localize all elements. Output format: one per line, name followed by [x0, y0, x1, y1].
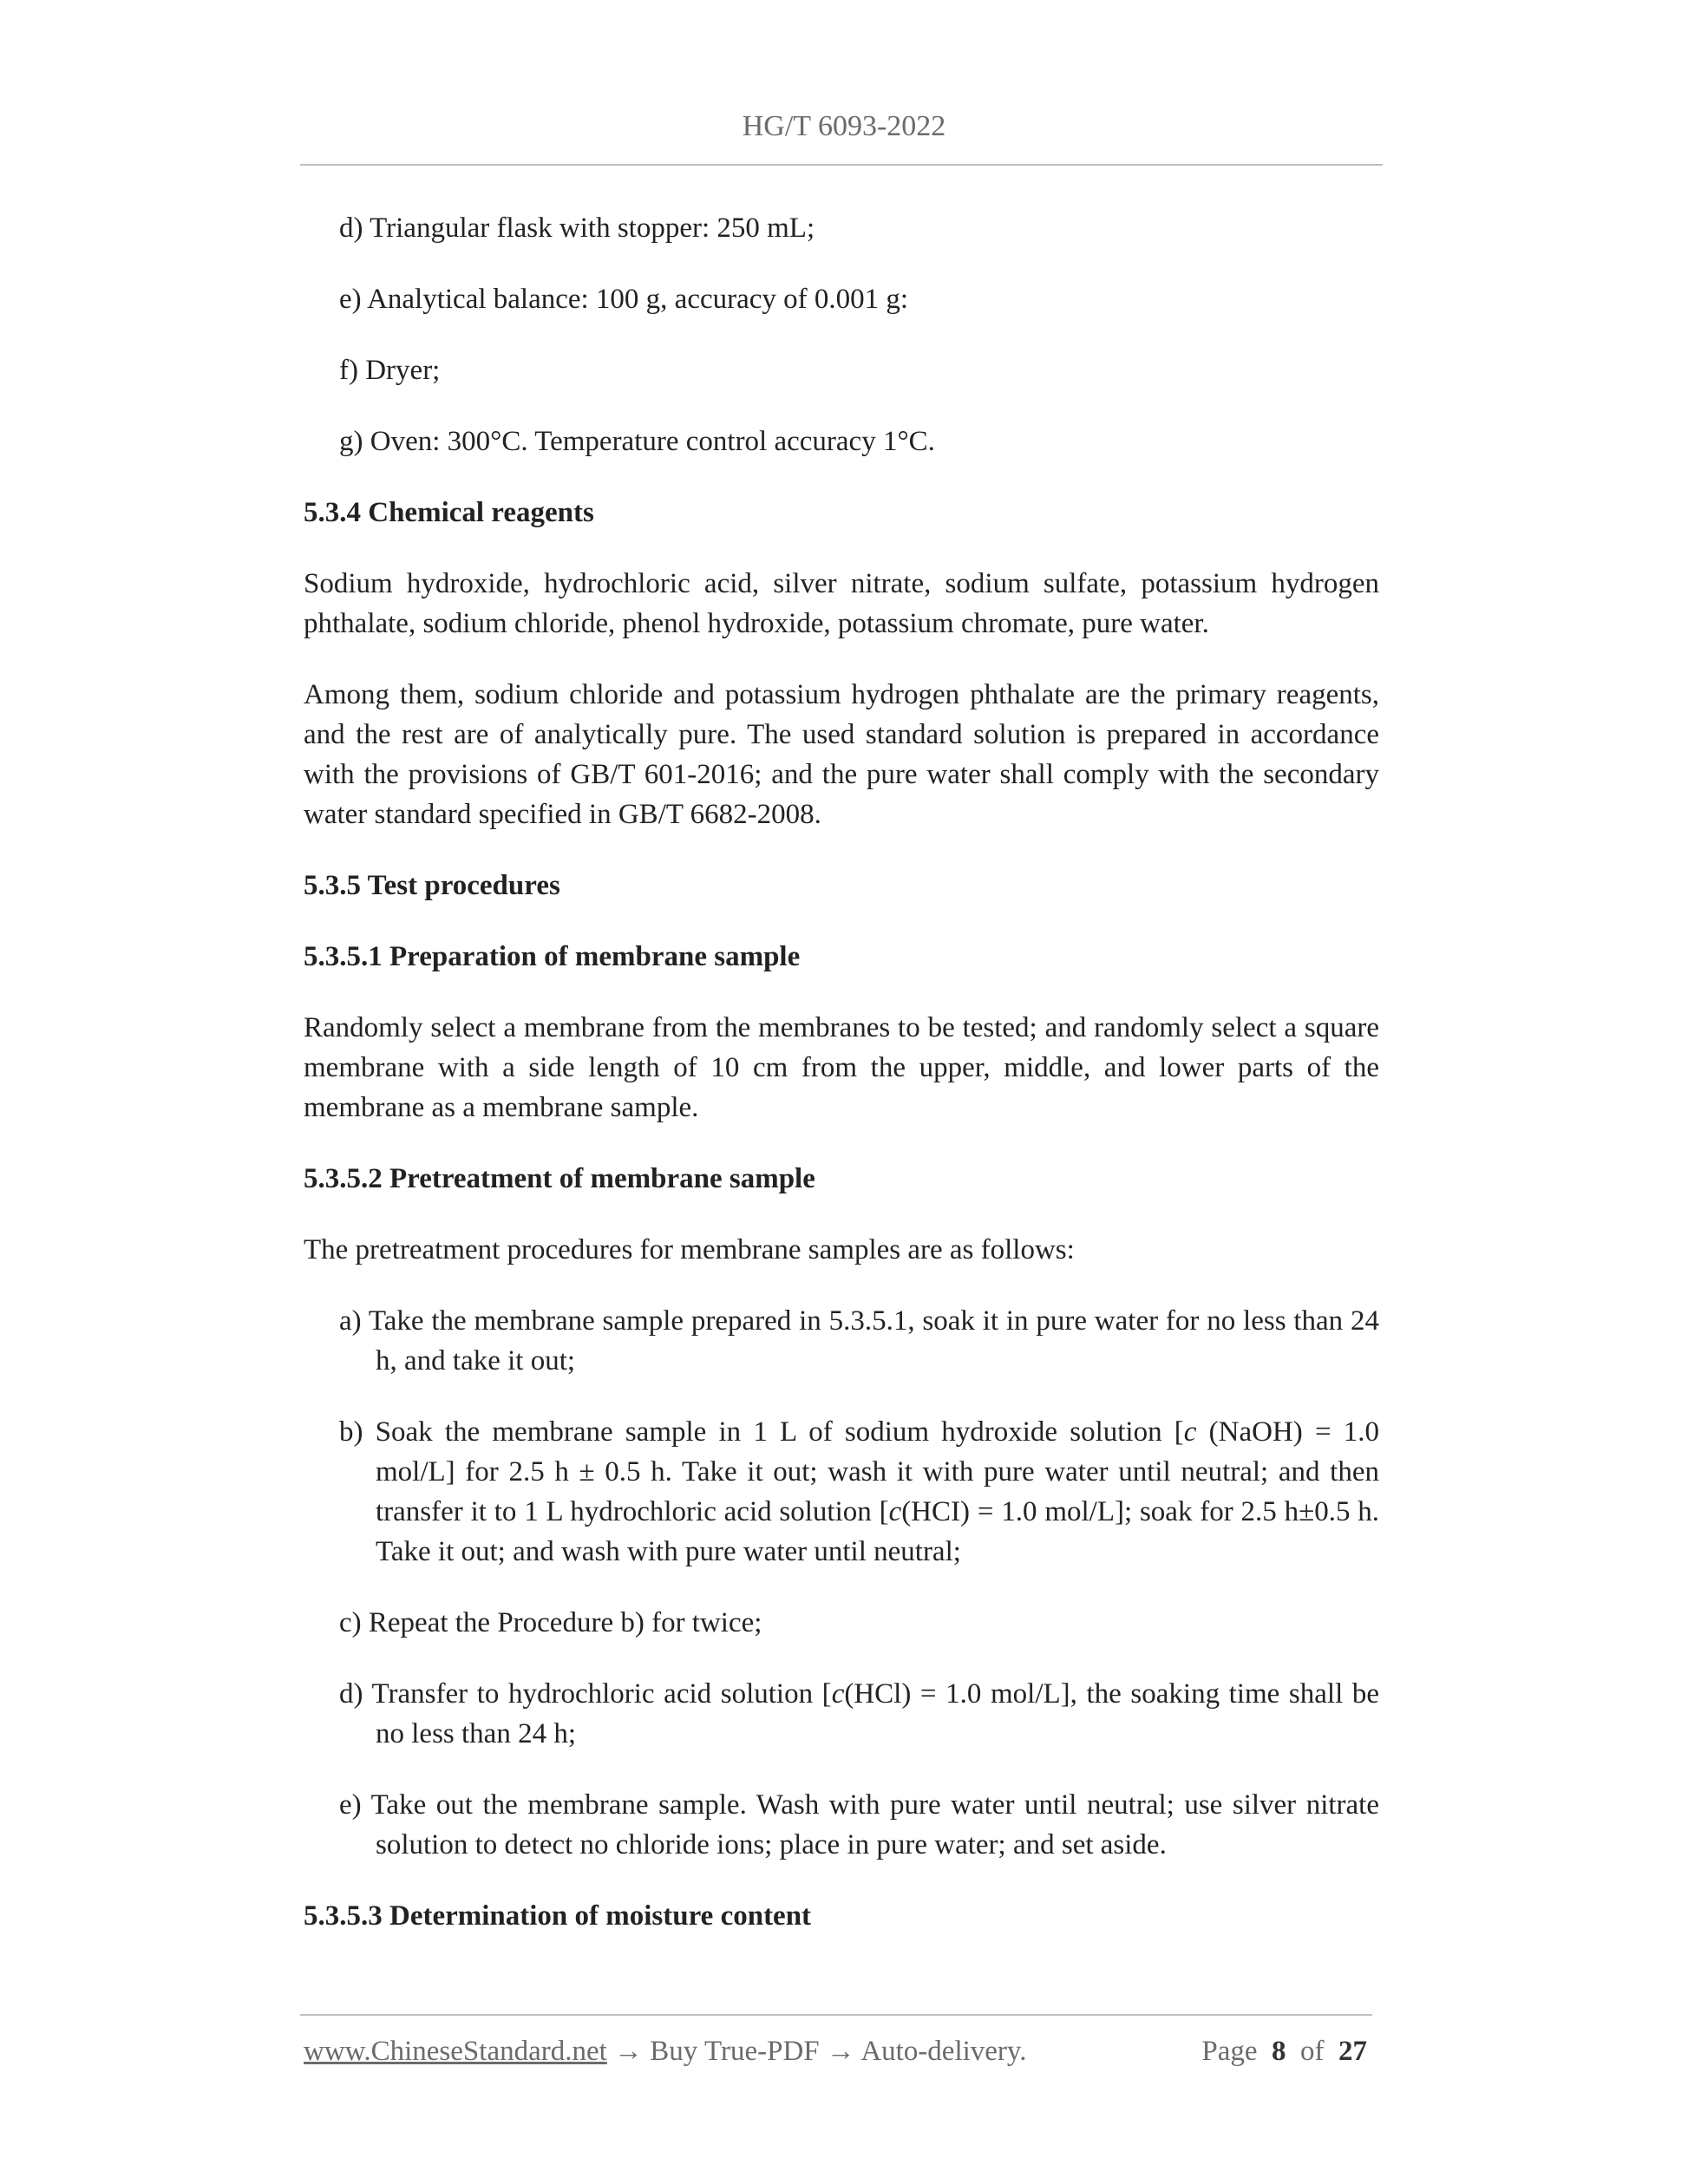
pretreatment-intro: The pretreatment procedures for membrane samples are as follows: — [304, 1234, 1075, 1265]
step-d-concentration-symbol: c — [831, 1678, 845, 1710]
pretreatment-step-a: a) Take the membrane sample prepared in 5.3.5.1, soak it in pure water for no less than 24 h, and take it out; — [339, 1305, 1379, 1376]
section-heading-5-3-5-2: 5.3.5.2 Pretreatment of membrane sample — [304, 1163, 815, 1194]
pretreatment-step-e: e) Take out the membrane sample. Wash with pure water until neutral; use silver nitrate solution to detect no chloride ions; place in pure water; and set aside. — [339, 1789, 1379, 1860]
total-pages-number: 27 — [1338, 2036, 1367, 2067]
of-label: of — [1300, 2036, 1325, 2067]
instrument-item-e: e) Analytical balance: 100 g, accuracy of 0.001 g: — [339, 284, 909, 315]
current-page-number: 8 — [1272, 2036, 1286, 2067]
instrument-item-d: d) Triangular flask with stopper: 250 mL; — [339, 213, 815, 244]
reagents-paragraph: Sodium hydroxide, hydrochloric acid, silver nitrate, sodium sulfate, potassium hydrogen phthalate, sodium chloride, phenol hydroxide, potassium chromate, pure water. — [304, 568, 1379, 639]
page-indicator — [1201, 2034, 1367, 2069]
section-heading-5-3-5-3: 5.3.5.3 Determination of moisture content — [304, 1900, 812, 1932]
step-b-concentration-symbol-1: c — [1183, 1416, 1197, 1448]
footer-promo — [304, 2034, 1027, 2069]
pretreatment-step-c: c) Repeat the Procedure b) for twice; — [339, 1607, 762, 1638]
header-divider — [300, 164, 1383, 166]
website-link[interactable]: www.ChineseStandard.net — [304, 2036, 607, 2067]
step-b-text-2: (NaOH) = 1.0 mol/L] for 2.5 h ± 0.5 h. Take it out; wash it with pure water until neutral; and then transfer it to 1 L hydrochloric acid solution [ — [376, 1416, 1379, 1527]
section-heading-5-3-5-1: 5.3.5.1 Preparation of membrane sample — [304, 941, 801, 972]
footer-divider — [300, 2014, 1372, 2016]
arrow-right-icon: → — [819, 2036, 861, 2067]
reagents-note-paragraph: Among them, sodium chloride and potassium hydrogen phthalate are the primary reagents, and the rest are of analytically pure. The used standard solution is prepared in accordance with the provisions of GB/T 601-2016; and the pure water shall comply with the secondary water standard specified in GB/T 6682-2008. — [304, 679, 1379, 830]
instrument-item-f: f) Dryer; — [339, 355, 441, 386]
sample-preparation-paragraph: Randomly select a membrane from the membranes to be tested; and randomly select a square membrane with a side length of 10 cm from the upper, middle, and lower parts of the membrane as a membrane sample. — [304, 1012, 1379, 1123]
auto-delivery-text: Auto-delivery. — [860, 2036, 1027, 2067]
instrument-item-g: g) Oven: 300°C. Temperature control accuracy 1°C. — [339, 426, 935, 457]
step-b-text-1: b) Soak the membrane sample in 1 L of sodium hydroxide solution [ — [339, 1416, 1184, 1448]
arrow-right-icon: → — [606, 2036, 651, 2067]
step-b-text-3: (HCI) = 1.0 mol/L]; soak for 2.5 h±0.5 h. Take it out; and wash with pure water until neutral; — [376, 1496, 1380, 1567]
section-heading-5-3-5: 5.3.5 Test procedures — [304, 870, 560, 901]
section-heading-5-3-4: 5.3.4 Chemical reagents — [304, 497, 594, 528]
step-b-concentration-symbol-2: c — [888, 1496, 902, 1527]
step-d-text-2: (HCl) = 1.0 mol/L], the soaking time shall be no less than 24 h; — [376, 1678, 1379, 1749]
buy-true-pdf-text: Buy True-PDF — [650, 2036, 820, 2067]
pretreatment-step-b — [304, 1412, 1379, 1572]
step-d-text-1: d) Transfer to hydrochloric acid solution [ — [339, 1678, 832, 1710]
pretreatment-step-d — [304, 1674, 1379, 1754]
page-content — [304, 208, 1379, 1967]
page-label: Page — [1201, 2036, 1258, 2067]
document-code: HG/T 6093-2022 — [742, 110, 946, 142]
